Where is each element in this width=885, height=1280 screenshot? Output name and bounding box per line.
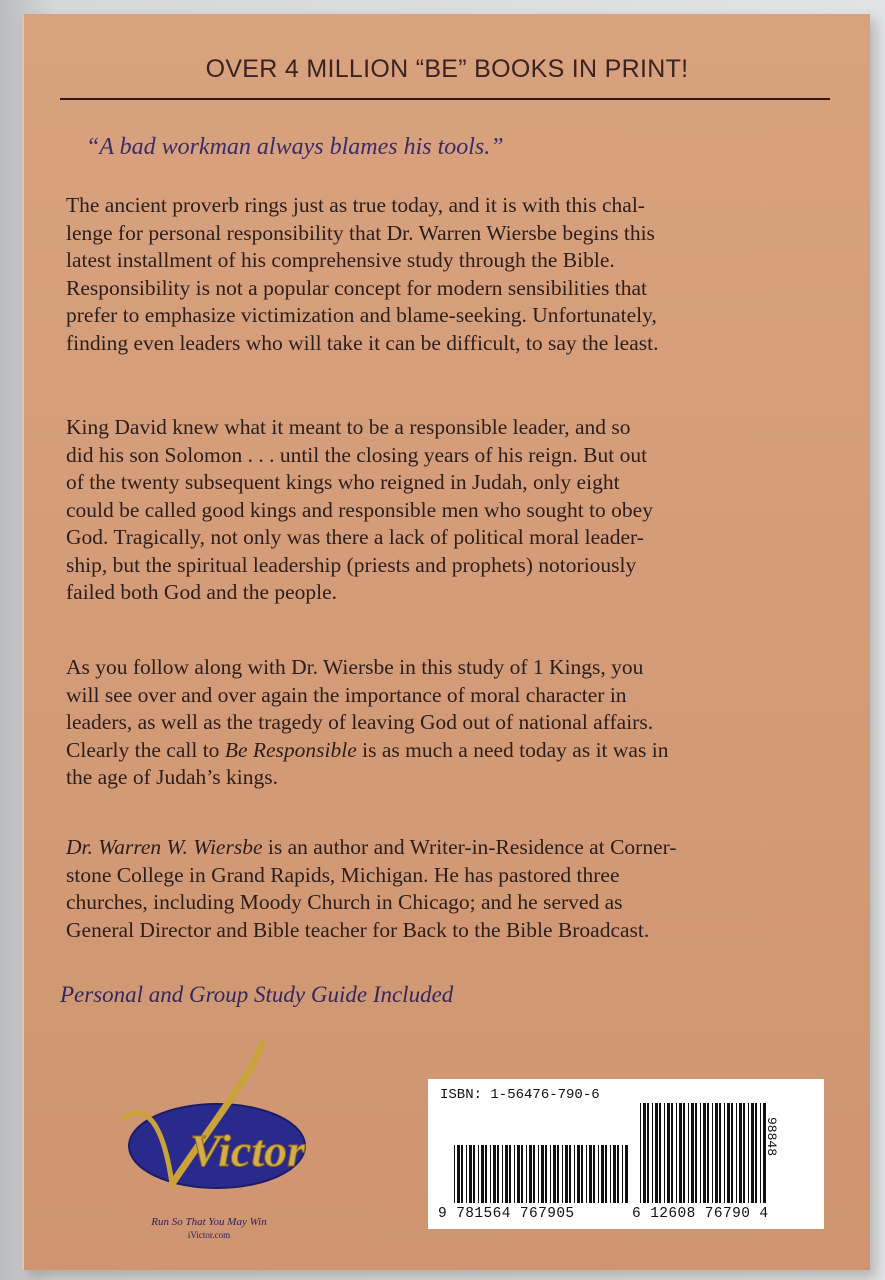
text-segment: is as much a need today as it was in: [356, 737, 669, 762]
barcode-bar: [598, 1145, 599, 1203]
text-line: stone College in Grand Rapids, Michigan. He has pastored three: [66, 862, 620, 887]
text-line: The ancient proverb rings just as true today, and it is with this chal-: [66, 193, 645, 217]
text-line: ship, but the spiritual leadership (priests and prophets) notoriously: [66, 552, 637, 577]
text-line: will see over and over again the importance of moral character in: [66, 682, 627, 707]
barcode-bar: [481, 1145, 484, 1203]
logo-text: Victor: [190, 1125, 306, 1176]
barcode-bar: [610, 1145, 611, 1203]
paragraph-author-bio: [66, 834, 844, 944]
barcode-bar: [581, 1145, 583, 1203]
barcode-bar: [466, 1145, 467, 1203]
barcode-bar: [574, 1145, 575, 1203]
barcode-bar: [640, 1103, 641, 1203]
author-name: Dr. Warren W. Wiersbe: [66, 835, 263, 859]
barcode-bar: [743, 1103, 745, 1203]
text-segment: Clearly the call to: [66, 737, 225, 762]
barcode-bar: [712, 1103, 713, 1203]
barcode-bar: [613, 1145, 616, 1203]
text-line: God. Tragically, not only was there a lack of political moral leader-: [66, 525, 644, 549]
barcode-bar: [553, 1145, 556, 1203]
barcode-bar: [683, 1103, 685, 1203]
barcode-bar: [700, 1103, 701, 1203]
paragraph-study: [66, 654, 844, 792]
barcode-bar: [569, 1145, 571, 1203]
barcode-bar: [617, 1145, 619, 1203]
headline: OVER 4 MILLION “BE” BOOKS IN PRINT!: [205, 55, 689, 83]
barcode-bar: [755, 1103, 757, 1203]
barcode-bar: [715, 1103, 718, 1203]
barcode-bar: [505, 1145, 508, 1203]
barcode-bar: [497, 1145, 499, 1203]
barcode-label: [428, 1079, 824, 1229]
publisher-logo: [102, 1034, 332, 1244]
barcode-bar: [478, 1145, 479, 1203]
text-line: could be called good kings and responsible men who sought to obey: [66, 497, 653, 522]
barcode-bar: [643, 1103, 646, 1203]
barcode-bar: [695, 1103, 697, 1203]
barcode-bar: [485, 1145, 487, 1203]
barcode-bar: [679, 1103, 682, 1203]
barcode-bar: [739, 1103, 742, 1203]
text-line: As you follow along with Dr. Wiersbe in this study of 1 Kings, you: [66, 655, 644, 679]
barcode-bar: [731, 1103, 733, 1203]
barcode-bar: [517, 1145, 520, 1203]
text-line: of the twenty subsequent kings who reigned in Judah, only eight: [66, 470, 620, 494]
barcode-bar: [719, 1103, 721, 1203]
barcode-bar: [586, 1145, 587, 1203]
price-code: 98848: [764, 1117, 779, 1157]
barcode-bar: [502, 1145, 503, 1203]
barcode-bar: [457, 1145, 460, 1203]
book-back-cover: [22, 14, 870, 1270]
barcode-bar: [562, 1145, 563, 1203]
text-line: King David knew what it meant to be a responsible leader, and so: [66, 415, 631, 439]
book-title: Be Responsible: [224, 737, 357, 762]
barcode-bar: [454, 1145, 455, 1203]
opening-quote: “A bad workman always blames his tools.”: [86, 134, 504, 160]
barcode-bar: [493, 1145, 496, 1203]
text-line: churches, including Moody Church in Chicago; and he served as: [66, 890, 623, 914]
barcode-bar: [659, 1103, 661, 1203]
text-line: lenge for personal responsibility that Dr. Warren Wiersbe begins this: [66, 220, 655, 245]
publisher-tagline: Run So That You May Win: [151, 1216, 267, 1228]
barcode-bar: [676, 1103, 677, 1203]
barcode-bar: [529, 1145, 532, 1203]
text-line: prefer to emphasize victimization and blame-seeking. Unfortunately,: [66, 303, 657, 327]
barcode-bar: [541, 1145, 544, 1203]
barcode-bar: [469, 1145, 472, 1203]
upc-barcode: [640, 1103, 768, 1203]
barcode-bar: [707, 1103, 709, 1203]
study-guide-note: Personal and Group Study Guide Included: [60, 982, 454, 1007]
barcode-bar: [538, 1145, 539, 1203]
barcode-bar: [533, 1145, 535, 1203]
barcode-bar: [605, 1145, 607, 1203]
text-segment: is an author and Writer-in-Residence at Corner-: [262, 835, 677, 859]
barcode-bar: [461, 1145, 463, 1203]
barcode-bar: [748, 1103, 749, 1203]
divider-rule: [60, 98, 830, 100]
text-line: the age of Judah’s kings.: [66, 765, 278, 789]
text-line: General Director and Bible teacher for Back to the Bible Broadcast.: [66, 917, 650, 942]
ean-barcode: [454, 1145, 629, 1203]
victor-logo-icon: [102, 1034, 332, 1219]
barcode-bar: [521, 1145, 523, 1203]
upc-number: 6 12608 76790 4: [632, 1206, 769, 1222]
barcode-bar: [688, 1103, 689, 1203]
barcode-bar: [550, 1145, 551, 1203]
barcode-bar: [691, 1103, 694, 1203]
barcode-bar: [664, 1103, 665, 1203]
barcode-bar: [473, 1145, 475, 1203]
barcode-bar: [526, 1145, 527, 1203]
barcode-bar: [577, 1145, 580, 1203]
text-line: latest installment of his comprehensive study through the Bible.: [66, 248, 615, 272]
isbn-text: ISBN: 1-56476-790-6: [440, 1087, 600, 1103]
text-line: [66, 834, 844, 862]
text-line: leaders, as well as the tragedy of leaving God out of national affairs.: [66, 710, 654, 734]
barcode-bar: [589, 1145, 592, 1203]
barcode-bar: [655, 1103, 658, 1203]
barcode-bar: [625, 1145, 628, 1203]
barcode-bar: [703, 1103, 706, 1203]
barcode-bar: [565, 1145, 568, 1203]
barcode-bar: [671, 1103, 673, 1203]
barcode-bar: [727, 1103, 730, 1203]
barcode-bar: [667, 1103, 670, 1203]
barcode-bar: [751, 1103, 754, 1203]
barcode-bar: [490, 1145, 491, 1203]
barcode-bar: [509, 1145, 511, 1203]
barcode-bar: [760, 1103, 761, 1203]
barcode-bar: [557, 1145, 559, 1203]
barcode-bar: [724, 1103, 725, 1203]
barcode-bar: [647, 1103, 649, 1203]
text-line: finding even leaders who will take it can be difficult, to say the least.: [66, 330, 659, 355]
barcode-bar: [622, 1145, 623, 1203]
publisher-website: iVictor.com: [187, 1230, 231, 1240]
text-line: did his son Solomon . . . until the closing years of his reign. But out: [66, 442, 648, 467]
text-line: failed both God and the people.: [66, 580, 338, 604]
barcode-bar: [736, 1103, 737, 1203]
barcode-bar: [593, 1145, 595, 1203]
barcode-bar: [601, 1145, 604, 1203]
paragraph-intro: [66, 192, 844, 357]
barcode-bar: [652, 1103, 653, 1203]
paragraph-kings: [66, 414, 844, 607]
barcode-bar: [514, 1145, 515, 1203]
barcode-bar: [545, 1145, 547, 1203]
ean-number: 9 781564 767905: [438, 1206, 575, 1222]
text-line: [66, 737, 844, 765]
text-line: Responsibility is not a popular concept for modern sensibilities that: [66, 275, 648, 300]
